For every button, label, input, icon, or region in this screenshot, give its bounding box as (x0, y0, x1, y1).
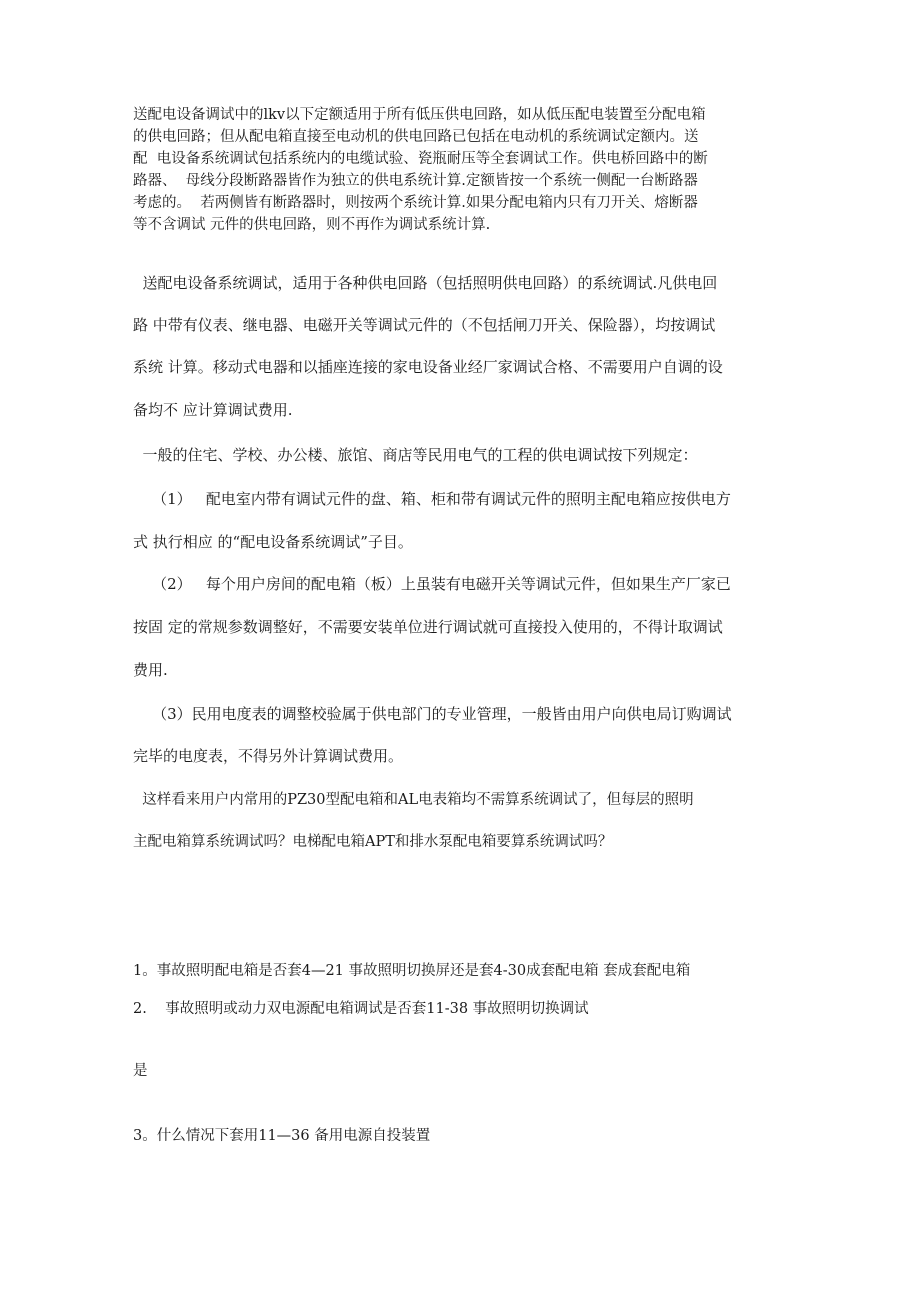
answer-1: 1。事故照明配电箱是否套4—21 事故照明切换屏还是套4-30成套配电箱 套成套配电箱 (133, 963, 691, 979)
list-item-2-line: 费用. (133, 661, 168, 679)
list-item-1-line: （1） 配电室内带有调试元件的盘、箱、柜和带有调试元件的照明主配电箱应按供电方 (133, 490, 731, 508)
list-item-2-line: 按固 定的常规参数调整好，不需要安装单位进行调试就可直接投入使用的，不得计取调试 (133, 618, 723, 636)
paragraph-1-line: 等不含调试 元件的供电回路，则不再作为调试系统计算. (133, 217, 491, 233)
answer-2: 2. 事故照明或动力双电源配电箱调试是否套11-38 事故照明切换调试 (133, 1001, 589, 1017)
paragraph-2-line: 系统 计算。移动式电器和以插座连接的家电设备业经厂家调试合格、不需要用户自调的设 (133, 358, 723, 376)
paragraph-1-line: 的供电回路；但从配电箱直接至电动机的供电回路已包括在电动机的系统调试定额内。送 (133, 129, 699, 145)
paragraph-3-line: 一般的住宅、学校、办公楼、旅馆、商店等民用电气的工程的供电调试按下列规定： (133, 446, 698, 464)
answer-2-response: 是 (133, 1063, 148, 1079)
paragraph-2-line: 路 中带有仪表、继电器、电磁开关等调试元件的（不包括闸刀开关、保险器），均按调试 (133, 316, 716, 334)
list-item-3-line: （3）民用电度表的调整校验属于供电部门的专业管理，一般皆由用户向供电局订购调试 (133, 705, 732, 723)
question-line: 这样看来用户内常用的PZ30型配电箱和AL电表箱均不需算系统调试了，但每层的照明 (133, 792, 694, 808)
paragraph-2-line: 送配电设备系统调试，适用于各种供电回路（包括照明供电回路）的系统调试.凡供电回 (133, 274, 718, 292)
paragraph-1-line: 考虑的。 若两侧皆有断路器时，则按两个系统计算.如果分配电箱内只有刀开关、熔断器 (133, 195, 698, 211)
list-item-3-line: 完毕的电度表，不得另外计算调试费用。 (133, 747, 404, 765)
paragraph-1-line: 配 电设备系统调试包括系统内的电缆试验、瓷瓶耐压等全套调试工作。供电桥回路中的断 (133, 151, 708, 167)
paragraph-1-line: 路器、 母线分段断路器皆作为独立的供电系统计算.定额皆按一个系统一侧配一台断路器 (133, 173, 698, 189)
paragraph-1-line: 送配电设备调试中的lkv以下定额适用于所有低压供电回路，如从低压配电装置至分配电箱 (133, 107, 706, 123)
list-item-1-line: 式 执行相应 的“配电设备系统调试”子目。 (133, 533, 413, 551)
paragraph-2-line: 备均不 应计算调试费用. (133, 401, 293, 419)
question-line: 主配电箱算系统调试吗？电梯配电箱APT和排水泵配电箱要算系统调试吗？ (133, 834, 613, 850)
answer-3: 3。什么情况下套用11—36 备用电源自投装置 (133, 1128, 431, 1144)
list-item-2-line: （2） 每个用户房间的配电箱（板）上虽装有电磁开关等调试元件，但如果生产厂家已 (133, 575, 731, 593)
